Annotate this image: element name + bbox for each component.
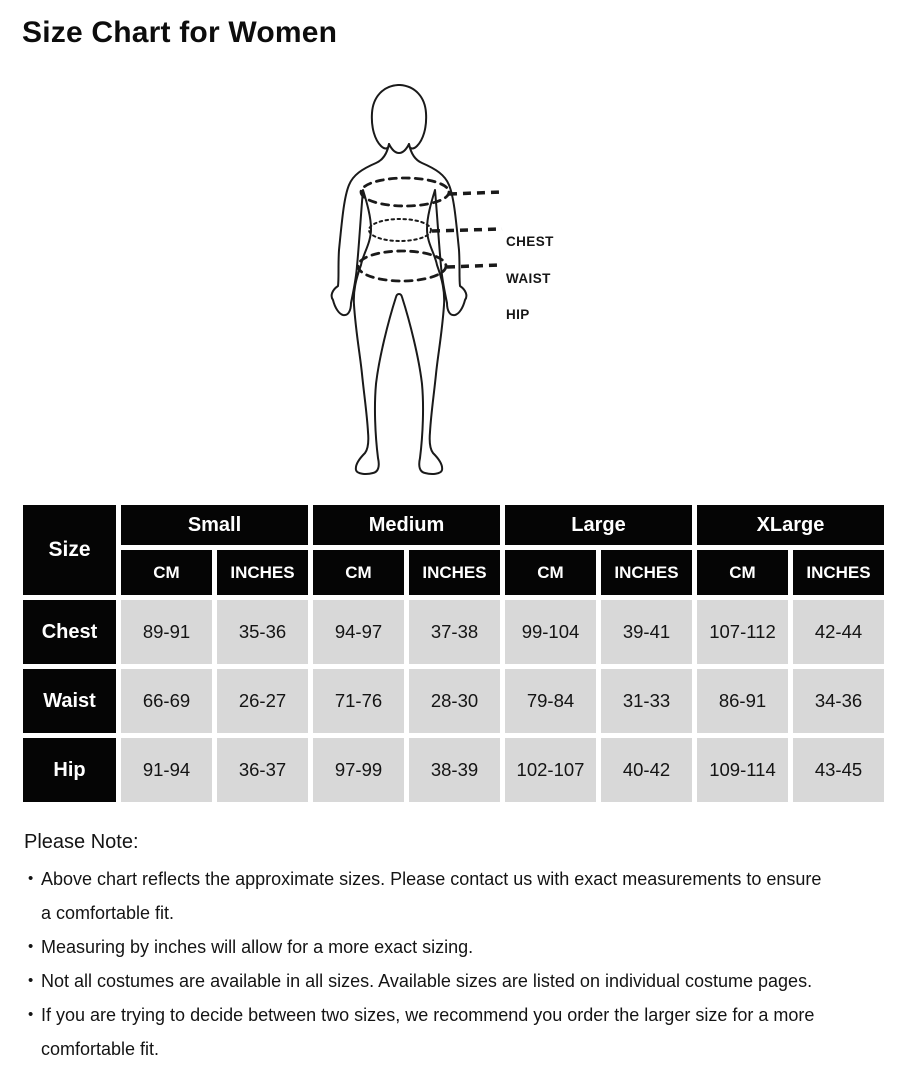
hip-pointer-line bbox=[447, 265, 500, 267]
chest-xlarge-inches: 42-44 bbox=[793, 600, 884, 664]
chest-small-inches: 35-36 bbox=[217, 600, 308, 664]
table-row-hip bbox=[23, 738, 884, 802]
hip-xlarge-inches: 43-45 bbox=[793, 738, 884, 802]
hip-medium-cm: 97-99 bbox=[313, 738, 404, 802]
group-header-medium: Medium bbox=[313, 505, 500, 545]
waist-medium-inches: 28-30 bbox=[409, 669, 500, 733]
page-title: Size Chart for Women bbox=[22, 16, 338, 49]
note-text: Not all costumes are available in all sizes. Available sizes are listed on individual costume pages. bbox=[41, 971, 813, 991]
group-header-small: Small bbox=[121, 505, 308, 545]
note-text: If you are trying to decide between two sizes, we recommend you order the larger size for a more comfortable fit. bbox=[41, 1005, 815, 1059]
note-text: Above chart reflects the approximate sizes. Please contact us with exact measurements to ensure a comfortable fit. bbox=[41, 869, 822, 923]
note-item bbox=[0, 998, 905, 1066]
unit-header-inches: INCHES bbox=[217, 550, 308, 595]
row-label-chest: Chest bbox=[23, 600, 116, 664]
waist-ellipse bbox=[369, 219, 431, 241]
row-label-hip: Hip bbox=[23, 738, 116, 802]
waist-large-inches: 31-33 bbox=[601, 669, 692, 733]
note-text: Measuring by inches will allow for a more exact sizing. bbox=[41, 937, 474, 957]
bullet-icon: • bbox=[28, 938, 34, 955]
waist-pointer-line bbox=[432, 229, 502, 231]
hip-label: HIP bbox=[506, 307, 530, 322]
group-header-xlarge: XLarge bbox=[697, 505, 884, 545]
unit-header-cm: CM bbox=[505, 550, 596, 595]
chest-medium-inches: 37-38 bbox=[409, 600, 500, 664]
body-outline bbox=[332, 144, 467, 474]
chest-medium-cm: 94-97 bbox=[313, 600, 404, 664]
chest-pointer-line bbox=[449, 192, 502, 194]
notes-heading: Please Note: bbox=[24, 831, 139, 853]
size-chart-table bbox=[18, 500, 889, 807]
bullet-icon: • bbox=[28, 1006, 34, 1023]
hip-xlarge-cm: 109-114 bbox=[697, 738, 788, 802]
size-corner-header: Size bbox=[23, 505, 116, 595]
group-header-large: Large bbox=[505, 505, 692, 545]
chest-large-cm: 99-104 bbox=[505, 600, 596, 664]
notes-list bbox=[0, 862, 905, 1066]
waist-xlarge-inches: 34-36 bbox=[793, 669, 884, 733]
hip-medium-inches: 38-39 bbox=[409, 738, 500, 802]
row-label-waist: Waist bbox=[23, 669, 116, 733]
unit-header-inches: INCHES bbox=[793, 550, 884, 595]
hip-small-inches: 36-37 bbox=[217, 738, 308, 802]
unit-header-inches: INCHES bbox=[601, 550, 692, 595]
bullet-icon: • bbox=[28, 870, 34, 887]
measurement-diagram bbox=[0, 50, 905, 490]
hip-large-inches: 40-42 bbox=[601, 738, 692, 802]
waist-medium-cm: 71-76 bbox=[313, 669, 404, 733]
waist-xlarge-cm: 86-91 bbox=[697, 669, 788, 733]
note-item bbox=[0, 930, 905, 964]
hip-small-cm: 91-94 bbox=[121, 738, 212, 802]
unit-header-cm: CM bbox=[313, 550, 404, 595]
hip-large-cm: 102-107 bbox=[505, 738, 596, 802]
table-header-unit-row bbox=[23, 550, 884, 595]
waist-large-cm: 79-84 bbox=[505, 669, 596, 733]
unit-header-inches: INCHES bbox=[409, 550, 500, 595]
table-header-group-row bbox=[23, 505, 884, 545]
note-item bbox=[0, 964, 905, 998]
head-outline bbox=[372, 85, 426, 153]
table-row-waist bbox=[23, 669, 884, 733]
hip-ellipse bbox=[358, 251, 446, 281]
notes-section bbox=[0, 829, 905, 1066]
table-row-chest bbox=[23, 600, 884, 664]
unit-header-cm: CM bbox=[121, 550, 212, 595]
chest-xlarge-cm: 107-112 bbox=[697, 600, 788, 664]
chest-label: CHEST bbox=[506, 234, 554, 249]
waist-small-inches: 26-27 bbox=[217, 669, 308, 733]
waist-label: WAIST bbox=[506, 271, 551, 286]
waist-small-cm: 66-69 bbox=[121, 669, 212, 733]
chest-large-inches: 39-41 bbox=[601, 600, 692, 664]
note-item bbox=[0, 862, 905, 930]
chest-small-cm: 89-91 bbox=[121, 600, 212, 664]
unit-header-cm: CM bbox=[697, 550, 788, 595]
bullet-icon: • bbox=[28, 972, 34, 989]
